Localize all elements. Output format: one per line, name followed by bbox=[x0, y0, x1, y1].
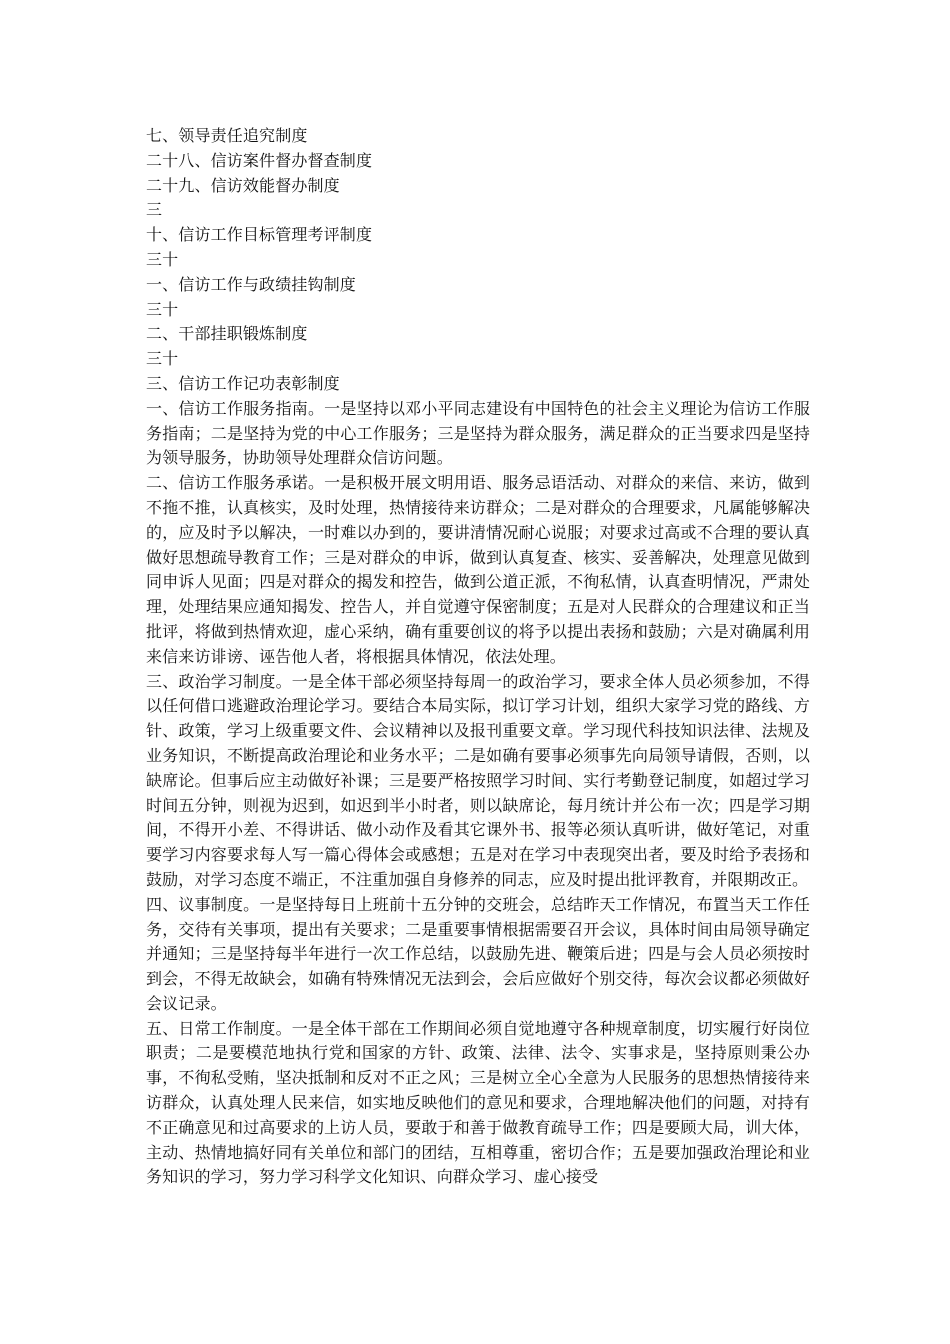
paragraph-service-guide: 一、信访工作服务指南。一是坚持以邓小平同志建设有中国特色的社会主义理论为信访工作服务指南；二是坚持为党的中心工作服务；三是坚持为群众服务，满足群众的正当要求四是坚持为领导服务，协助领导处理群众信访问题。 bbox=[146, 398, 810, 468]
heading-line: 十、信访工作目标管理考评制度 bbox=[146, 225, 373, 245]
paragraph-daily-work: 五、日常工作制度。一是全体干部在工作期间必须自觉地遵守各种规章制度，切实履行好岗位职责；二是要模范地执行党和国家的方针、政策、法律、法令、实事求是，坚持原则秉公办事，不徇私受贿，坚决抵制和反对不正之风；三是树立全心全意为人民服务的思想热情接待来访群众，认真处理人民来信，如实地反映他们的意见和要求，合理地解决他们的问题，对持有不正确意见和过高要求的上访人员，要敢于和善于做教育疏导工作；四是要顾大局，训大体，主动、热情地搞好同有关单位和部门的团结，互相尊重，密切合作；五是要加强政治理论和业务知识的学习，努力学习科学文化知识、向群众学习、虚心接受 bbox=[146, 1018, 810, 1187]
paragraph-meeting-system: 四、议事制度。一是坚持每日上班前十五分钟的交班会，总结昨天工作情况，布置当天工作任务，交待有关事项，提出有关要求；二是重要事情根据需要召开会议，具体时间由局领导确定并通知；三是坚持每半年进行一次工作总结，以鼓励先进、鞭策后进；四是与会人员必须按时到会，不得无故缺会，如确有特殊情况无法到会，会后应做好个别交待，每次会议都必须做好会议记录。 bbox=[146, 894, 810, 1013]
heading-line: 二十八、信访案件督办督查制度 bbox=[146, 150, 373, 170]
heading-line: 三十 bbox=[146, 299, 179, 319]
heading-line: 二十九、信访效能督办制度 bbox=[146, 175, 340, 195]
heading-line: 三十 bbox=[146, 249, 179, 269]
heading-line: 三、信访工作记功表彰制度 bbox=[146, 373, 340, 393]
heading-line: 三十 bbox=[146, 349, 179, 369]
heading-line: 七、领导责任追究制度 bbox=[146, 126, 308, 145]
document-body bbox=[146, 124, 810, 1190]
paragraph-service-commitment: 二、信访工作服务承诺。一是积极开展文明用语、服务忌语活动、对群众的来信、来访，做到不拖不推，认真核实，及时处理，热情接待来访群众；二是对群众的合理要求，凡属能够解决的，应及时予以解决，一时难以办到的，要讲清情况耐心说服；对要求过高或不合理的要认真做好思想疏导教育工作；三是对群众的申诉，做到认真复查、核实、妥善解决，处理意见做到同申诉人见面；四是对群众的揭发和控告，做到公道正派，不徇私情，认真查明情况，严肃处理，处理结果应通知揭发、控告人，并自觉遵守保密制度；五是对人民群众的合理建议和正当批评，将做到热情欢迎，虚心采纳，确有重要创议的将予以提出表扬和鼓励；六是对确属利用来信来访诽谤、诬告他人者，将根据具体情况，依法处理。 bbox=[146, 473, 810, 666]
heading-line: 二、干部挂职锻炼制度 bbox=[146, 324, 308, 344]
heading-line: 一、信访工作与政绩挂钩制度 bbox=[146, 274, 356, 294]
paragraph-political-study: 三、政治学习制度。一是全体干部必须坚持每周一的政治学习，要求全体人员必须参加，不得以任何借口逃避政治理论学习。要结合本局实际，拟订学习计划，组织大家学习党的路线、方针、政策，学习上级重要文件、会议精神以及报刊重要文章。学习现代科技知识法律、法规及业务知识，不断提高政治理论和业务水平；二是如确有要事必须事先向局领导请假，否则，以缺席论。但事后应主动做好补课；三是要严格按照学习时间、实行考勤登记制度，如超过学习时间五分钟，则视为迟到，如迟到半小时者，则以缺席论，每月统计并公布一次；四是学习期间，不得开小差、不得讲话、做小动作及看其它课外书、报等必须认真听讲，做好笔记，对重要学习内容要求每人写一篇心得体会或感想；五是对在学习中表现突出者，要及时给予表扬和鼓励，对学习态度不端正，不注重加强自身修养的同志，应及时提出批评教育，并限期改正。 bbox=[146, 671, 810, 889]
heading-line: 三 bbox=[146, 200, 163, 220]
